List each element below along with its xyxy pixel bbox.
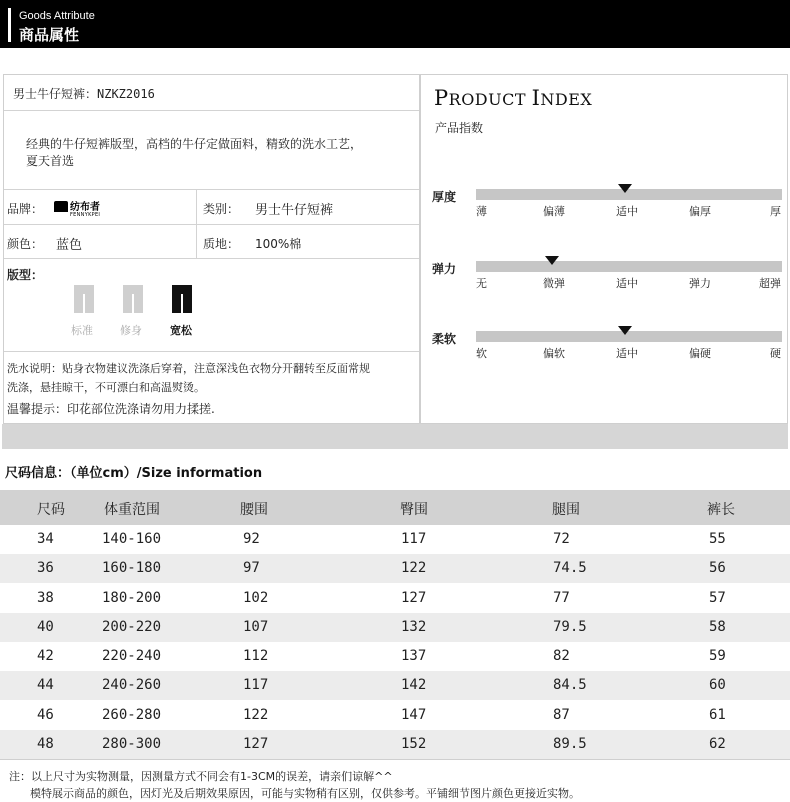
- table-cell: 92: [243, 531, 260, 547]
- product-description-line1: 经典的牛仔短裤版型，高档的牛仔定做面料，精致的洗水工艺，: [26, 137, 363, 151]
- scale-label: 柔软: [432, 332, 457, 346]
- header-title-en: Goods Attribute: [19, 10, 95, 22]
- scale-tick-label: 偏硬: [689, 347, 711, 360]
- scale-marker-icon: [618, 326, 632, 335]
- size-table-header: [0, 490, 790, 525]
- table-cell: 40: [37, 618, 54, 635]
- table-cell: 58: [709, 618, 726, 635]
- scale-tick-label: 弹力: [689, 277, 711, 290]
- category-value: 男士牛仔短裤: [255, 203, 334, 218]
- table-cell: 34: [37, 531, 54, 547]
- wash-instructions-line2: 洗涤，悬挂晾干，不可漂白和高温熨烫。: [7, 381, 205, 394]
- table-row: [0, 671, 790, 700]
- fit-slim-icon: [123, 285, 143, 313]
- scale-tick-label: 偏厚: [689, 205, 711, 218]
- fit-loose-label: 宽松: [170, 324, 192, 337]
- size-table-header-cell: 腰围: [240, 502, 268, 518]
- wash-instructions-line1: 洗水说明：贴身衣物建议洗涤后穿着，注意深浅色衣物分开翻转至反面常规: [7, 362, 370, 375]
- table-cell: 87: [553, 706, 570, 723]
- table-cell: 132: [401, 618, 427, 635]
- brand-logo-text: 纺布者: [70, 202, 100, 213]
- table-row: [0, 730, 790, 759]
- table-cell: 122: [243, 706, 269, 723]
- table-row: [0, 584, 790, 613]
- scale-tick-label: 微弹: [543, 277, 565, 290]
- material-label: 质地：: [203, 237, 240, 251]
- table-cell: 62: [709, 735, 726, 752]
- fit-slim-label: 修身: [120, 324, 142, 337]
- table-cell: 77: [553, 589, 570, 606]
- scale-tick-label: 适中: [616, 205, 638, 218]
- table-cell: 48: [37, 735, 54, 752]
- table-cell: 112: [243, 648, 269, 664]
- table-cell: 180-200: [102, 589, 162, 606]
- product-description-line2: 夏天首选: [26, 154, 75, 168]
- table-cell: 220-240: [102, 648, 162, 664]
- table-cell: 122: [401, 560, 427, 577]
- table-cell: 127: [243, 735, 269, 752]
- size-table-header-cell: 尺码: [37, 502, 65, 518]
- product-info-panel: [3, 74, 420, 424]
- table-cell: 56: [709, 560, 726, 577]
- scale-marker-icon: [545, 256, 559, 265]
- fit-standard-icon: [74, 285, 94, 313]
- table-cell: 44: [37, 677, 54, 694]
- scale-tick-label: 适中: [616, 277, 638, 290]
- table-cell: 36: [37, 560, 54, 577]
- header-title-cn: 商品属性: [19, 26, 80, 44]
- table-cell: 152: [401, 735, 427, 752]
- product-name: 男士牛仔短裤：NZKZ2016: [13, 87, 155, 101]
- scale-tick-label: 厚: [770, 205, 781, 218]
- size-info-title: 尺码信息：（单位cm）/Size information: [5, 466, 263, 481]
- color-material-row: [4, 225, 419, 259]
- table-cell: 60: [709, 677, 726, 694]
- table-cell: 74.5: [553, 560, 587, 577]
- table-cell: 72: [553, 531, 570, 547]
- table-cell: 142: [401, 677, 427, 694]
- table-cell: 280-300: [102, 735, 162, 752]
- scale-label: 厚度: [432, 190, 457, 204]
- table-cell: 55: [709, 531, 726, 547]
- table-cell: 160-180: [102, 560, 162, 577]
- table-cell: 84.5: [553, 677, 587, 694]
- fit-label: 版型：: [7, 268, 44, 282]
- table-cell: 260-280: [102, 706, 162, 723]
- scale-tick-label: 适中: [616, 347, 638, 360]
- table-cell: 102: [243, 589, 269, 606]
- color-label: 颜色：: [7, 237, 44, 251]
- table-cell: 107: [243, 618, 269, 635]
- product-description-row: [4, 111, 419, 190]
- table-cell: 42: [37, 648, 54, 664]
- table-row: [0, 554, 790, 583]
- fit-loose-icon: [172, 285, 192, 313]
- table-cell: 127: [401, 589, 427, 606]
- table-cell: 89.5: [553, 735, 587, 752]
- size-table-header-cell: 臀围: [400, 502, 428, 518]
- table-cell: 38: [37, 589, 54, 606]
- scale-tick-label: 偏软: [543, 347, 565, 360]
- table-row: [0, 525, 790, 554]
- scale-tick-label: 硬: [770, 347, 781, 360]
- product-index-panel: [420, 74, 788, 424]
- size-table-header-cell: 裤长: [707, 502, 735, 518]
- scale-tick-label: 无: [476, 277, 487, 290]
- product-index-title: PRODUCT INDEX: [434, 86, 593, 110]
- table-cell: 240-260: [102, 677, 162, 694]
- scale-label: 弹力: [432, 262, 457, 276]
- fit-row: [4, 259, 419, 352]
- table-cell: 79.5: [553, 618, 587, 635]
- brand-label: 品牌：: [7, 202, 44, 216]
- brand-logo-subtext: FENNYKPEI: [70, 212, 101, 218]
- table-cell: 147: [401, 706, 427, 723]
- table-row: [0, 613, 790, 642]
- section-header: [0, 0, 790, 48]
- table-cell: 137: [401, 648, 427, 664]
- color-divider: [196, 225, 197, 258]
- size-table-bottom-rule: [0, 759, 790, 760]
- scale-marker-icon: [618, 184, 632, 193]
- scale-tick-label: 软: [476, 347, 487, 360]
- scale-tick-label: 偏薄: [543, 205, 565, 218]
- table-cell: 117: [401, 531, 427, 547]
- scale-bar: [476, 261, 782, 272]
- divider-band: [2, 424, 788, 449]
- table-cell: 82: [553, 648, 570, 664]
- color-value: 蓝色: [56, 238, 83, 253]
- table-cell: 61: [709, 706, 726, 723]
- note-line1: 注：以上尺寸为实物测量，因测量方式不同会有1-3CM的误差，请亲们谅解^^: [9, 770, 393, 783]
- fit-standard-label: 标准: [71, 324, 93, 337]
- header-accent-bar: [8, 8, 11, 42]
- care-tip: 温馨提示：印花部位洗涤请勿用力揉搓.: [7, 402, 215, 416]
- table-cell: 117: [243, 677, 269, 694]
- table-cell: 46: [37, 706, 54, 723]
- table-row: [0, 642, 790, 671]
- table-cell: 140-160: [102, 531, 162, 547]
- note-line2: 模特展示商品的颜色，因灯光及后期效果原因，可能与实物稍有区别，仅供参考。平铺细节图片颜色更接近实物。: [30, 787, 580, 800]
- brand-divider: [196, 190, 197, 224]
- brand-logo-icon: [54, 201, 68, 212]
- scale-tick-label: 薄: [476, 205, 487, 218]
- product-index-subtitle: 产品指数: [435, 121, 484, 135]
- size-table-header-cell: 体重范围: [104, 502, 160, 518]
- material-value: 100%棉: [255, 237, 302, 251]
- care-section: [4, 352, 419, 422]
- table-cell: 97: [243, 560, 260, 577]
- table-cell: 57: [709, 589, 726, 606]
- scale-tick-label: 超弹: [759, 277, 781, 290]
- category-label: 类别：: [203, 202, 240, 216]
- product-name-row: [4, 75, 419, 111]
- table-row: [0, 701, 790, 730]
- table-cell: 59: [709, 648, 726, 664]
- brand-category-row: [4, 190, 419, 225]
- table-cell: 200-220: [102, 618, 162, 635]
- size-table-header-cell: 腿围: [552, 502, 580, 518]
